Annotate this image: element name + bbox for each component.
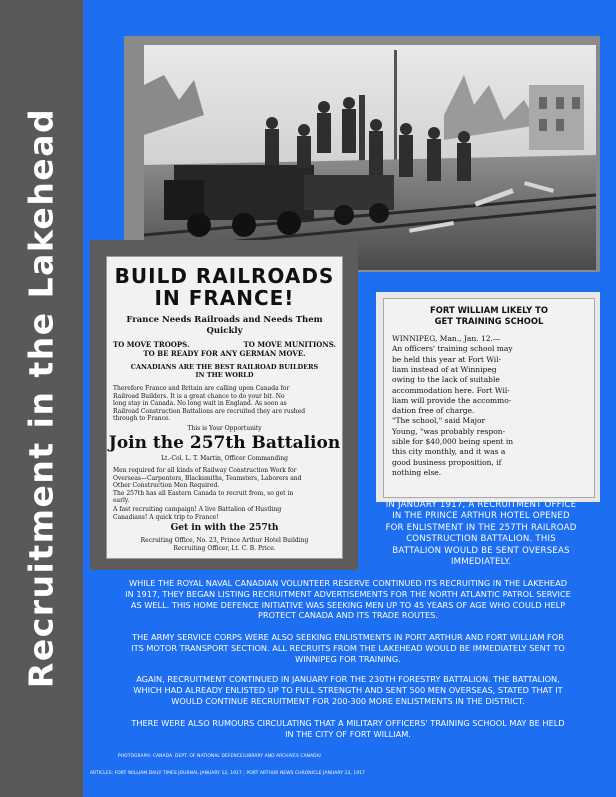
news-line: sible for $40,000 being spent in (392, 437, 514, 446)
caption-line: FOR ENLISTMENT IN THE 257TH RAILROAD (385, 522, 577, 533)
paragraph-line: WINNIPEG FOR TRAINING. (295, 653, 401, 664)
news-line: nothing else. (392, 467, 442, 477)
poster-commander: Lt.-Col. L. T. Martin, Officer Commanding (161, 455, 288, 462)
news-line: liam will provide the accommo- (392, 395, 512, 405)
poster-subhead-2: Quickly (206, 326, 243, 336)
photo-illustration (144, 45, 596, 270)
poster-join-battalion: Join the 257th Battalion (108, 433, 341, 453)
paragraph-line: AS WELL. THIS HOME DEFENCE INITIATIVE WAS SEEKING MEN UP TO 45 YEARS OF AGE WHO COULD HELP (130, 599, 566, 610)
news-line: this city monthly, and it was a (392, 447, 506, 457)
poster-men-line: Overseas—Carpenters, Blacksmiths, Teamsters, Laborers and (113, 474, 302, 482)
paragraph-line: WHILE THE ROYAL NAVAL CANADIAN VOLUNTEER RESERVE CONTINUED ITS RECRUITING IN THE LAKEHEAD (128, 578, 568, 588)
news-line: Young, "was probably respon- (392, 426, 506, 436)
poster-subhead: France Needs Railroads and Needs Them (126, 315, 323, 325)
poster-body-line: long stay in Canada. No long wait in England. As soon as (113, 400, 287, 407)
news-line: be held this year at Fort Wil- (392, 354, 502, 364)
news-headline: FORT WILLIAM LIKELY TO (430, 305, 548, 315)
news-line: "The school," said Major (392, 416, 486, 426)
poster-men-line: Other Construction Men Required. (113, 482, 220, 489)
news-headline-2: GET TRAINING SCHOOL (434, 316, 544, 326)
credit-strip (83, 775, 616, 797)
photo-credit: PHOTOGRAPH: CANADA. DEPT. OF NATIONAL DEFENCE/LIBRARY AND ARCHIVES CANADA/ (118, 754, 322, 759)
caption-line: CONSTRUCTION BATTALION. THIS (406, 534, 556, 545)
poster-men-line: The 257th has all Eastern Canada to recruit from, so get in (113, 489, 294, 497)
news-line: An officers' training school may (392, 344, 513, 354)
recruitment-poster-clipping (106, 256, 343, 559)
news-line: dation free of charge. (392, 406, 475, 416)
poster-best: CANADIANS ARE THE BEST RAILROAD BUILDERS (130, 363, 319, 371)
poster-officer: Recruiting Officer, Lt. C. B. Price. (173, 544, 276, 552)
caption-line: IN JANUARY 1917, A RECRUITMENT OFFICE (385, 500, 577, 510)
page-title: Recruitment in the Lakehead (21, 107, 61, 689)
news-line: liam instead of at Winnipeg (392, 364, 497, 374)
news-line: accommodation here. Fort Wil- (392, 385, 510, 395)
paragraph-line: IN 1917, THEY BEGAN LISTING RECRUITMENT ADVERTISEMENTS FOR THE NORTH ATLANTIC PATROL SERVICE (125, 588, 571, 599)
caption-line: IMMEDIATELY. (450, 557, 512, 567)
article-credit: ARTICLES: FORT WILLIAM DAILY TIMES JOURNAL JANUARY 12, 1917 ; PORT ARTHUR NEWS CHRONICLE JANUARY 23, 1917 (90, 771, 365, 776)
poster-move-troops: TO MOVE TROOPS. (113, 340, 190, 349)
sidebar (0, 0, 83, 797)
paragraph-line: PROTECT CANADA AND ITS TRADE ROUTES. (258, 610, 438, 621)
paragraph-line: WOULD CONTINUE RECRUITMENT FOR 200-300 MORE ENLISTMENTS IN THE DISTRICT. (171, 695, 525, 706)
poster-men-line: early. (113, 497, 130, 504)
caption-line: BATTALION WOULD BE SENT OVERSEAS (392, 545, 570, 556)
poster-body-line: Railroad Construction Battalions are recruited they are rushed (113, 407, 306, 415)
news-line: owing to the lack of suitable (392, 375, 500, 385)
news-line: good business proposition, if (392, 457, 502, 467)
poster-body-line: Therefore France and Britain are calling upon Canada for (113, 385, 290, 392)
paragraph-line: THERE WERE ALSO RUMOURS CIRCULATING THAT A MILITARY OFFICERS' TRAINING SCHOOL MAY BE HELD (131, 718, 565, 728)
railway-soldiers-photo (144, 45, 596, 270)
caption-line: IN THE PRINCE ARTHUR HOTEL OPENED (392, 511, 570, 522)
poster-fast-line: Canadians! A quick trip to France! (113, 513, 219, 521)
poster-men-line: Men required for all kinds of Railway Construction Work for (113, 467, 297, 474)
poster-move-munitions: TO MOVE MUNITIONS. (243, 340, 336, 349)
poster-body-line: Railroad Builders. It is a great chance to do your bit. No (113, 392, 285, 400)
paragraph-line: IN THE CITY OF FORT WILLIAM. (285, 728, 411, 739)
poster-opportunity: This is Your Opportunity (187, 425, 262, 432)
paragraph-line: WHICH HAD ALREADY ENLISTED UP TO FULL STRENGTH AND SENT 500 MEN OVERSEAS, STATED THAT IT (133, 684, 563, 695)
poster-body-line: through to France. (113, 415, 171, 422)
paragraph-line: THE ARMY SERVICE CORPS WERE ALSO SEEKING ENLISTMENTS IN PORT ARTHUR AND FORT WILLIAM FOR (132, 632, 564, 642)
poster-headline-2: IN FRANCE! (154, 286, 295, 310)
news-clipping (383, 298, 595, 498)
poster-headline: BUILD RAILROADS (114, 264, 335, 288)
poster-office: Recruiting Office, No. 23, Prince Arthur Hotel Building (140, 537, 309, 544)
paragraph-line: AGAIN, RECRUITMENT CONTINUED IN JANUARY FOR THE 230TH FORESTRY BATTALION. THE BATTALION, (136, 674, 560, 684)
poster-fast-line: A fast recruiting campaign! A live Battalion of Hustling (113, 506, 282, 513)
poster-ready: TO BE READY FOR ANY GERMAN MOVE. (143, 349, 306, 358)
news-line: WINNIPEG, Man., Jan. 12.— (392, 334, 501, 343)
poster-best-2: IN THE WORLD (195, 371, 254, 379)
paragraph-line: ITS MOTOR TRANSPORT SECTION. ALL RECRUITS FROM THE LAKEHEAD WOULD BE IMMEDIATELY SENT TO (131, 642, 565, 653)
poster-get-in: Get in with the 257th (170, 523, 279, 533)
